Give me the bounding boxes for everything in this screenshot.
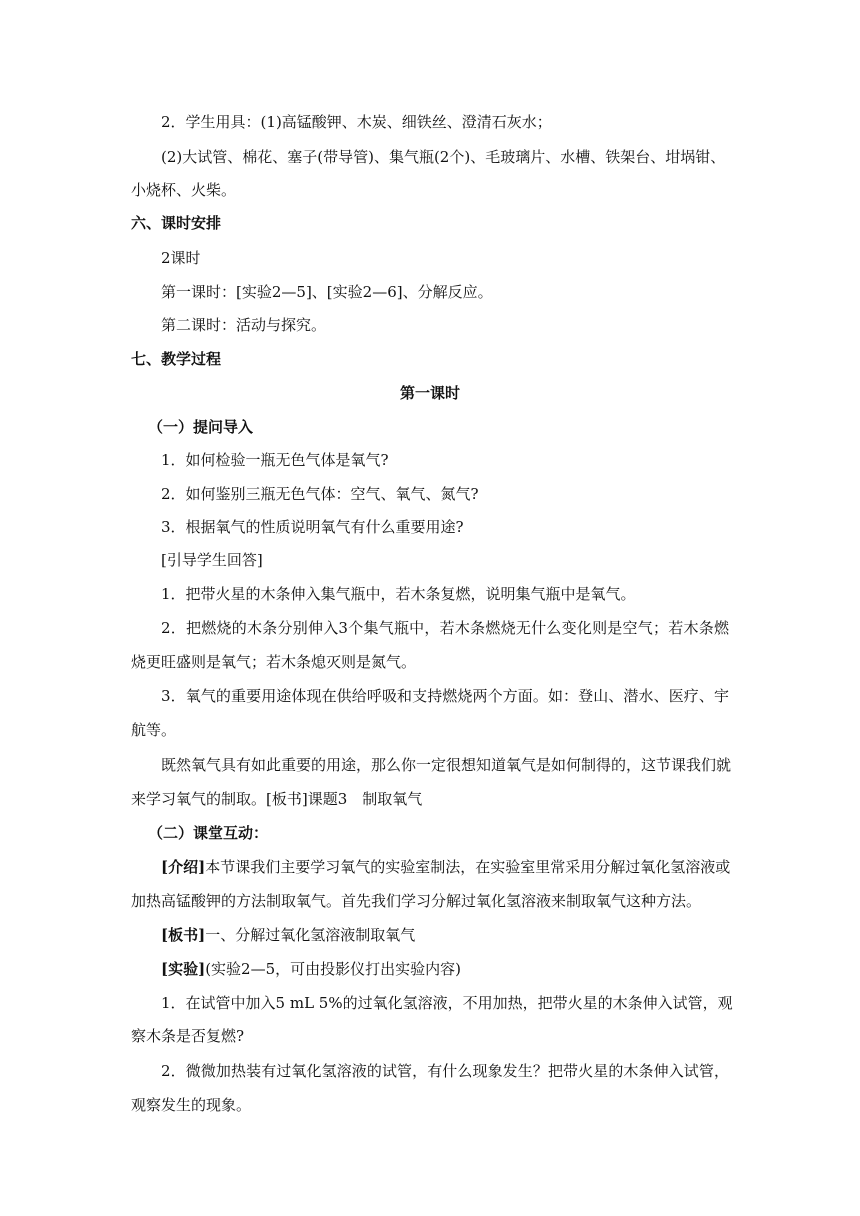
answer-2-line-1: 2．把燃烧的木条分别伸入3个集气瓶中，若木条燃烧无什么变化则是空气；若木条燃 xyxy=(161,619,729,637)
step-2-line-1: 2．微微加热装有过氧化氢溶液的试管，有什么现象发生？把带火星的木条伸入试管， xyxy=(161,1062,729,1080)
lesson-heading: 第一课时 xyxy=(399,384,460,402)
intro-line-1 xyxy=(161,857,730,877)
board-text: 一、分解过氧化氢溶液制取氧气 xyxy=(205,926,416,944)
guide-label: [引导学生回答] xyxy=(161,551,263,569)
answer-1: 1．把带火星的木条伸入集气瓶中，若木条复燃，说明集气瓶中是氧气。 xyxy=(161,585,636,603)
step-1-line-1: 1．在试管中加入5 mL 5%的过氧化氢溶液，不用加热，把带火星的木条伸入试管，观 xyxy=(161,994,733,1012)
subheading-1: （一）提问导入 xyxy=(148,418,254,436)
step-2-line-2: 观察发生的现象。 xyxy=(131,1096,252,1114)
section-heading-7: 七、教学过程 xyxy=(131,350,222,368)
intro-line-2: 加热高锰酸钾的方法制取氧气。首先我们学习分解过氧化氢溶液来制取氧气这种方法。 xyxy=(131,892,702,910)
subheading-2: （二）课堂互动： xyxy=(148,824,269,842)
paragraph-line-1: 既然氧气具有如此重要的用途，那么你一定很想知道氧气是如何制得的，这节课我们就 xyxy=(161,756,732,774)
answer-3-line-1: 3．氧气的重要用途体现在供给呼吸和支持燃烧两个方面。如：登山、潜水、医疗、宇 xyxy=(161,687,729,705)
board-line xyxy=(161,925,415,945)
board-tag: [板书] xyxy=(161,926,206,944)
section-heading-6: 六、课时安排 xyxy=(131,214,222,232)
student-tools-line-3: 小烧杯、火柴。 xyxy=(131,181,237,199)
intro-text: 本节课我们主要学习氧气的实验室制法，在实验室里常采用分解过氧化氢溶液或 xyxy=(205,858,731,876)
question-1: 1．如何检验一瓶无色气体是氧气? xyxy=(161,451,389,469)
student-tools-line-2: (2)大试管、棉花、塞子(带导管)、集气瓶(2个)、毛玻璃片、水槽、铁架台、坩埚钳、 xyxy=(161,148,726,166)
answer-3-line-2: 航等。 xyxy=(131,721,177,739)
question-3: 3．根据氧气的性质说明氧气有什么重要用途? xyxy=(161,518,464,536)
experiment-text: (实验2—5，可由投影仪打出实验内容) xyxy=(205,960,461,978)
student-tools-line-1: 2．学生用具：(1)高锰酸钾、木炭、细铁丝、澄清石灰水； xyxy=(161,113,552,131)
schedule-line-1: 2课时 xyxy=(161,249,201,267)
experiment-line xyxy=(161,959,461,979)
answer-2-line-2: 烧更旺盛则是氧气；若木条熄灭则是氮气。 xyxy=(131,653,417,671)
schedule-line-2: 第一课时：[实验2—5]、[实验2—6]、分解反应。 xyxy=(161,283,493,301)
experiment-tag: [实验] xyxy=(161,960,206,978)
schedule-line-3: 第二课时：活动与探究。 xyxy=(161,316,327,334)
question-2: 2．如何鉴别三瓶无色气体：空气、氧气、氮气? xyxy=(161,485,479,503)
paragraph-line-2: 来学习氧气的制取。[板书]课题3 制取氧气 xyxy=(131,790,423,808)
intro-tag: [介绍] xyxy=(161,858,206,876)
step-1-line-2: 察木条是否复燃? xyxy=(131,1027,245,1045)
